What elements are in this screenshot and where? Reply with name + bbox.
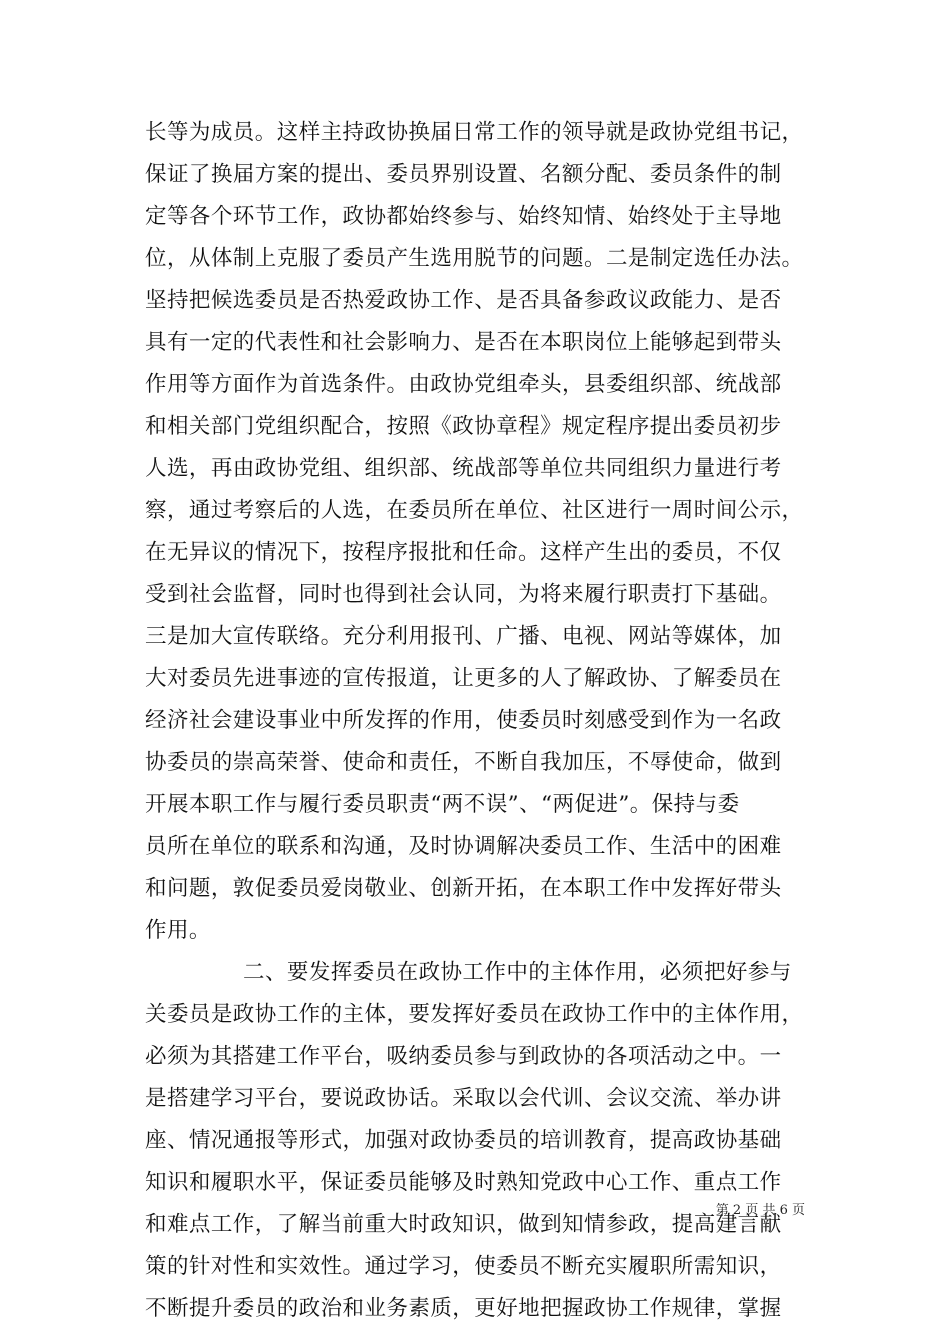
text-line: 必须为其搭建工作平台，吸纳委员参与到政协的各项活动之中。一 — [145, 1044, 782, 1069]
text-line: 员所在单位的联系和沟通，及时协调解决委员工作、生活中的困难 — [145, 834, 782, 859]
text-line: 坚持把候选委员是否热爱政协工作、是否具备参政议政能力、是否 — [145, 288, 782, 313]
page-number-footer: 第 2 页 共 6 页 — [715, 1203, 805, 1218]
text-line: 知识和履职水平，保证委员能够及时熟知党政中心工作、重点工作 — [145, 1170, 782, 1195]
text-line: 协委员的崇高荣誉、使命和责任，不断自我加压，不辱使命，做到 — [145, 750, 782, 775]
text-line: 位，从体制上克服了委员产生选用脱节的问题。二是制定选任办法。 — [145, 246, 804, 271]
text-line: 保证了换届方案的提出、委员界别设置、名额分配、委员条件的制 — [145, 162, 782, 187]
text-line: 受到社会监督，同时也得到社会认同，为将来履行职责打下基础。 — [145, 582, 782, 607]
text-line: 大对委员先进事迹的宣传报道，让更多的人了解政协、了解委员在 — [145, 666, 782, 691]
text-line: 不断提升委员的政治和业务素质，更好地把握政协工作规律，掌握 — [145, 1296, 782, 1321]
text-line: 作用等方面作为首选条件。由政协党组牵头，县委组织部、统战部 — [145, 372, 782, 397]
text-line: 经济社会建设事业中所发挥的作用，使委员时刻感受到作为一名政 — [145, 708, 782, 733]
text-line: 座、情况通报等形式，加强对政协委员的培训教育，提高政协基础 — [145, 1128, 782, 1153]
text-line: 策的针对性和实效性。通过学习，使委员不断充实履职所需知识， — [145, 1254, 782, 1279]
text-line: 定等各个环节工作，政协都始终参与、始终知情、始终处于主导地 — [145, 204, 782, 229]
text-line: 和难点工作，了解当前重大时政知识，做到知情参政，提高建言献 — [145, 1212, 782, 1237]
text-line: 在无异议的情况下，按程序报批和任命。这样产生出的委员，不仅 — [145, 540, 782, 565]
body-text — [145, 112, 815, 1330]
text-line: 开展本职工作与履行委员职责“两不误”、“两促进”。保持与委 — [145, 792, 740, 817]
text-line: 是搭建学习平台，要说政协话。采取以会代训、会议交流、举办讲 — [145, 1086, 782, 1111]
text-line: 关委员是政协工作的主体，要发挥好委员在政协工作中的主体作用， — [145, 1002, 804, 1027]
text-line: 作用。 — [145, 918, 211, 943]
text-line: 人选，再由政协党组、组织部、统战部等单位共同组织力量进行考 — [145, 456, 782, 481]
text-line: 长等为成员。这样主持政协换届日常工作的领导就是政协党组书记， — [145, 120, 804, 145]
text-line: 具有一定的代表性和社会影响力、是否在本职岗位上能够起到带头 — [145, 330, 782, 355]
text-line: 和相关部门党组织配合，按照《政协章程》规定程序提出委员初步 — [145, 414, 782, 439]
text-line: 三是加大宣传联络。充分利用报刊、广播、电视、网站等媒体，加 — [145, 624, 782, 649]
text-line: 和问题，敦促委员爱岗敬业、创新开拓，在本职工作中发挥好带头 — [145, 876, 782, 901]
text-line: 察，通过考察后的人选，在委员所在单位、社区进行一周时间公示， — [145, 498, 804, 523]
section-heading-line: 二、要发挥委员在政协工作中的主体作用，必须把好参与 — [243, 960, 792, 985]
